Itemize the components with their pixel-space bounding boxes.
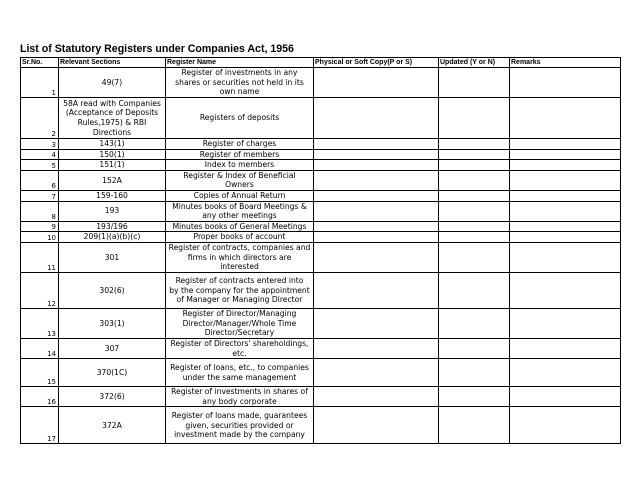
section-line: 143(1) — [99, 139, 125, 148]
updated-cell[interactable] — [439, 149, 510, 160]
register-name-line: Copies of Annual Return — [193, 190, 286, 200]
relevant-section-cell — [59, 139, 166, 150]
sr-no-cell: 7 — [21, 190, 59, 201]
register-name-line: Owners — [225, 180, 254, 190]
header-sr-no: Sr.No. — [21, 58, 59, 68]
register-name-cell — [166, 190, 314, 201]
relevant-section-cell — [59, 242, 166, 272]
updated-cell[interactable] — [439, 407, 510, 444]
table-row — [21, 407, 621, 444]
register-name-line: interested — [220, 262, 259, 272]
sr-no-cell: 12 — [21, 272, 59, 308]
table-row — [21, 387, 621, 407]
register-name-line: given, securities provided or — [185, 420, 294, 430]
remarks-cell[interactable] — [510, 308, 621, 338]
updated-cell[interactable] — [439, 359, 510, 387]
register-name-line: Register & Index of Beneficial — [183, 170, 296, 180]
updated-cell[interactable] — [439, 190, 510, 201]
register-name-line: Register of Director/Managing — [182, 309, 297, 319]
sr-no-cell: 4 — [21, 149, 59, 160]
header-register-name: Register Name — [166, 58, 314, 68]
updated-cell[interactable] — [439, 139, 510, 150]
copy-type-cell[interactable] — [314, 308, 439, 338]
sr-no-cell: 1 — [21, 68, 59, 98]
sr-no-cell: 10 — [21, 232, 59, 243]
section-line: 150(1) — [99, 149, 125, 159]
register-name-cell — [166, 232, 314, 243]
copy-type-cell[interactable] — [314, 272, 439, 308]
section-line: 49(7) — [101, 77, 123, 87]
register-name-line: Register of Directors' shareholdings, — [170, 338, 309, 348]
remarks-cell[interactable] — [510, 407, 621, 444]
remarks-cell[interactable] — [510, 170, 621, 190]
register-name-line: shares or securities not held in its — [175, 77, 304, 87]
copy-type-cell[interactable] — [314, 170, 439, 190]
register-name-line: Index to members — [204, 160, 275, 170]
remarks-cell[interactable] — [510, 149, 621, 160]
register-name-line: Minutes books of General Meetings — [172, 221, 307, 231]
register-name-line: Register of contracts, companies and — [168, 243, 311, 253]
sr-no-cell: 13 — [21, 308, 59, 338]
register-name-cell — [166, 308, 314, 338]
section-line: 301 — [104, 252, 120, 262]
copy-type-cell[interactable] — [314, 232, 439, 243]
register-name-line: Register of investments in any — [181, 68, 298, 78]
table-row — [21, 359, 621, 387]
register-name-line: Register of investments in shares of — [171, 387, 308, 397]
relevant-section-cell — [59, 149, 166, 160]
relevant-section-cell — [59, 221, 166, 232]
remarks-cell[interactable] — [510, 387, 621, 407]
table-row — [21, 232, 621, 243]
register-name-line: Proper books of account — [193, 232, 286, 242]
sr-no-cell: 11 — [21, 242, 59, 272]
remarks-cell[interactable] — [510, 272, 621, 308]
section-line: 151(1) — [99, 160, 125, 170]
remarks-cell[interactable] — [510, 359, 621, 387]
copy-type-cell[interactable] — [314, 221, 439, 232]
remarks-cell[interactable] — [510, 160, 621, 171]
register-name-line: Register of charges — [202, 139, 277, 148]
register-name-line: investment made by the company — [174, 430, 305, 440]
register-name-cell — [166, 98, 314, 139]
copy-type-cell[interactable] — [314, 160, 439, 171]
relevant-section-cell — [59, 359, 166, 387]
register-name-line: any other meetings — [202, 211, 277, 221]
table-row — [21, 170, 621, 190]
relevant-section-cell — [59, 68, 166, 98]
updated-cell[interactable] — [439, 160, 510, 171]
updated-cell[interactable] — [439, 68, 510, 98]
remarks-cell[interactable] — [510, 201, 621, 221]
register-name-cell — [166, 359, 314, 387]
header-remarks: Remarks — [510, 58, 621, 68]
copy-type-cell[interactable] — [314, 190, 439, 201]
section-line: Directions — [92, 127, 132, 137]
register-name-cell — [166, 149, 314, 160]
section-line: 303(1) — [99, 318, 125, 328]
remarks-cell[interactable] — [510, 221, 621, 232]
register-name-line: Director/Manager/Whole Time — [182, 318, 297, 328]
table-row — [21, 272, 621, 308]
sr-no-cell: 6 — [21, 170, 59, 190]
relevant-section-cell — [59, 160, 166, 171]
register-name-line: own name — [219, 87, 260, 97]
register-name-line: Minutes books of Board Meetings & — [172, 201, 307, 211]
copy-type-cell[interactable] — [314, 407, 439, 444]
header-updated: Updated (Y or N) — [439, 58, 510, 68]
sr-no-cell: 3 — [21, 139, 59, 150]
section-line: 372(6) — [99, 391, 125, 401]
register-name-line: firms in which directors are — [187, 252, 292, 262]
sr-no-cell: 9 — [21, 221, 59, 232]
header-row — [21, 58, 621, 68]
section-line: 307 — [104, 343, 120, 353]
register-name-cell — [166, 242, 314, 272]
register-name-line: Register of loans made, guarantees — [171, 410, 308, 420]
updated-cell[interactable] — [439, 201, 510, 221]
relevant-section-cell — [59, 387, 166, 407]
register-name-cell — [166, 221, 314, 232]
register-name-line: by the company for the appointment — [169, 285, 310, 295]
sr-no-cell: 2 — [21, 98, 59, 139]
table-row — [21, 149, 621, 160]
copy-type-cell[interactable] — [314, 201, 439, 221]
sr-no-cell: 15 — [21, 359, 59, 387]
sr-no-cell: 8 — [21, 201, 59, 221]
section-line: 209(1)(a)(b)(c) — [83, 232, 141, 242]
copy-type-cell[interactable] — [314, 149, 439, 160]
updated-cell[interactable] — [439, 232, 510, 243]
remarks-cell[interactable] — [510, 232, 621, 243]
section-line: 372A — [102, 420, 122, 430]
register-name-line: Registers of deposits — [199, 113, 280, 123]
table-row — [21, 160, 621, 171]
updated-cell[interactable] — [439, 338, 510, 358]
section-line: 302(6) — [99, 285, 125, 295]
sr-no-cell: 5 — [21, 160, 59, 171]
sr-no-cell: 16 — [21, 387, 59, 407]
relevant-section-cell — [59, 232, 166, 243]
header-relevant-sections: Relevant Sections — [59, 58, 166, 68]
register-name-line: under the same management — [182, 372, 297, 382]
page-title: List of Statutory Registers under Companies Act, 1956 — [20, 43, 294, 55]
relevant-section-cell — [59, 272, 166, 308]
register-name-cell — [166, 407, 314, 444]
register-name-line: etc. — [232, 348, 247, 358]
register-name-line: Register of members — [199, 149, 280, 159]
register-name-cell — [166, 272, 314, 308]
table-row — [21, 98, 621, 139]
register-name-cell — [166, 387, 314, 407]
register-name-cell — [166, 170, 314, 190]
updated-cell[interactable] — [439, 272, 510, 308]
register-name-line: Director/Secretary — [204, 328, 275, 338]
table-row — [21, 190, 621, 201]
relevant-section-cell — [59, 190, 166, 201]
copy-type-cell[interactable] — [314, 338, 439, 358]
section-line: 159-160 — [96, 190, 128, 200]
remarks-cell[interactable] — [510, 98, 621, 139]
copy-type-cell[interactable] — [314, 98, 439, 139]
updated-cell[interactable] — [439, 242, 510, 272]
register-name-line: of Manager or Managing Director — [176, 295, 303, 305]
section-line: (Acceptance of Deposits — [65, 108, 159, 118]
register-name-line: Register of loans, etc., to companies — [170, 363, 309, 373]
remarks-cell[interactable] — [510, 139, 621, 150]
copy-type-cell[interactable] — [314, 387, 439, 407]
section-line: 193 — [104, 206, 120, 216]
section-line: Rules,1975) & RBI — [77, 118, 147, 127]
relevant-section-cell — [59, 170, 166, 190]
table-row — [21, 338, 621, 358]
sr-no-cell: 17 — [21, 407, 59, 444]
remarks-cell[interactable] — [510, 190, 621, 201]
table-row — [21, 221, 621, 232]
relevant-section-cell — [59, 201, 166, 221]
section-line: 58A read with Companies — [63, 98, 161, 108]
register-name-line: Register of contracts entered into — [175, 276, 304, 286]
register-name-cell — [166, 68, 314, 98]
sr-no-cell: 14 — [21, 338, 59, 358]
table-row — [21, 139, 621, 150]
updated-cell[interactable] — [439, 308, 510, 338]
updated-cell[interactable] — [439, 170, 510, 190]
register-name-cell — [166, 160, 314, 171]
header-copy-type: Physical or Soft Copy(P or S) — [314, 58, 439, 68]
copy-type-cell[interactable] — [314, 359, 439, 387]
relevant-section-cell — [59, 98, 166, 139]
copy-type-cell[interactable] — [314, 242, 439, 272]
register-name-cell — [166, 139, 314, 150]
table-row — [21, 68, 621, 98]
updated-cell[interactable] — [439, 387, 510, 407]
updated-cell[interactable] — [439, 98, 510, 139]
table-row — [21, 242, 621, 272]
remarks-cell[interactable] — [510, 338, 621, 358]
table-row — [21, 201, 621, 221]
section-line: 193/196 — [96, 221, 128, 231]
table-row — [21, 308, 621, 338]
copy-type-cell[interactable] — [314, 139, 439, 150]
register-name-line: any body corporate — [202, 396, 277, 406]
updated-cell[interactable] — [439, 221, 510, 232]
remarks-cell[interactable] — [510, 242, 621, 272]
section-line: 152A — [102, 175, 122, 185]
relevant-section-cell — [59, 338, 166, 358]
registers-table — [20, 57, 621, 444]
copy-type-cell[interactable] — [314, 68, 439, 98]
register-name-cell — [166, 201, 314, 221]
relevant-section-cell — [59, 407, 166, 444]
register-name-cell — [166, 338, 314, 358]
section-line: 370(1C) — [96, 367, 128, 377]
relevant-section-cell — [59, 308, 166, 338]
remarks-cell[interactable] — [510, 68, 621, 98]
